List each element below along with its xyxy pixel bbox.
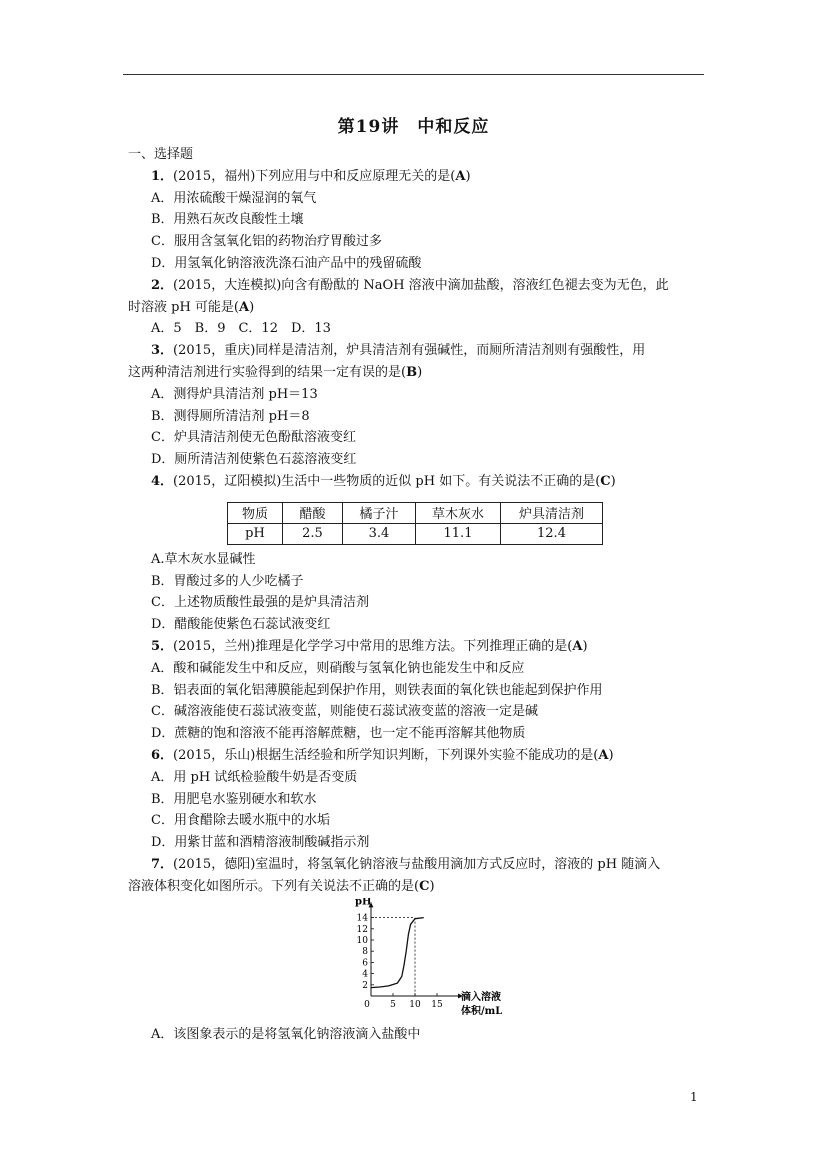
question-7: 7．(2015，德阳)室温时，将氢氧化钠溶液与盐酸用滴加方式反应时，溶液的 pH 随滴入 [151, 856, 661, 872]
answer: A [455, 168, 466, 184]
table-row [228, 523, 603, 544]
option: B．用肥皂水鉴别硬水和软水 [151, 791, 317, 807]
table-header-cell: 物质 [228, 502, 283, 523]
table-cell: 3.4 [343, 523, 416, 544]
x-axis-label-line2: 体积/mL [461, 1005, 503, 1017]
question-3: 3．(2015，重庆)同样是清洁剂，炉具清洁剂有强碱性，而厕所清洁剂则有强酸性，用 [151, 343, 646, 359]
option: B．铝表面的氧化铝薄膜能起到保护作用，则铁表面的氧化铁也能起到保护作用 [151, 682, 603, 698]
table-cell: pH [228, 523, 283, 544]
question-2: 2．(2015，大连模拟)向含有酚酞的 NaOH 溶液中滴加盐酸，溶液红色褪去变为无色，此 [151, 277, 669, 293]
x-tick-label: 15 [431, 999, 443, 1010]
document-body [128, 144, 706, 1045]
answer: B [406, 364, 418, 380]
page-number: 1 [690, 1090, 698, 1104]
ph-chart [345, 898, 515, 1024]
x-tick-label: 5 [390, 999, 396, 1010]
ph-curve [371, 917, 424, 987]
option: D．用氢氧化钠溶液洗涤石油产品中的残留硫酸 [151, 255, 422, 271]
y-tick-label: 4 [362, 969, 368, 980]
page-title: 第19讲 中和反应 [337, 117, 490, 137]
option: D．蔗糖的饱和溶液不能再溶解蔗糖，也一定不能再溶解其他物质 [151, 726, 526, 742]
y-tick-label: 6 [362, 957, 368, 968]
answer: A [598, 747, 609, 763]
table-header-cell: 醋酸 [283, 502, 343, 523]
section-heading: 一、选择题 [128, 147, 194, 162]
option: A．用浓硫酸干燥湿润的氧气 [151, 190, 317, 206]
table-row [228, 502, 603, 523]
option: A．酸和碱能发生中和反应，则硝酸与氢氧化钠也能发生中和反应 [151, 660, 525, 676]
option: A．该图象表示的是将氢氧化钠溶液滴入盐酸中 [151, 1026, 421, 1042]
option: B．胃酸过多的人少吃橘子 [151, 573, 304, 589]
table-cell: 2.5 [283, 523, 343, 544]
table-header-cell: 橘子汁 [343, 502, 416, 523]
table-cell: 11.1 [416, 523, 501, 544]
option: A．测得炉具清洁剂 pH＝13 [151, 386, 318, 402]
answer: C [600, 473, 611, 489]
option: C．碱溶液能使石蕊试液变蓝，则能使石蕊试液变蓝的溶液一定是碱 [151, 704, 538, 720]
ph-chart-wrap [345, 898, 706, 1024]
question-4: 4．(2015，辽阳模拟)生活中一些物质的近似 pH 如下。有关说法不正确的是(C) [151, 473, 616, 489]
y-tick-label: 2 [362, 980, 368, 991]
answer: C [419, 878, 430, 894]
y-axis-label: pH [355, 897, 372, 907]
question-6: 6．(2015，乐山)根据生活经验和所学知识判断，下列课外实验不能成功的是(A) [151, 747, 614, 763]
option: B．用熟石灰改良酸性土壤 [151, 212, 304, 228]
question-3-cont: 这两种清洁剂进行实验得到的结果一定有误的是(B) [128, 364, 423, 380]
option: D．厕所清洁剂使紫色石蕊溶液变红 [151, 452, 357, 468]
ph-table-wrap [227, 493, 706, 549]
x-tick-label: 10 [409, 999, 421, 1010]
y-tick-label: 14 [356, 913, 368, 924]
x-axis-label-line1: 滴入溶液 [461, 991, 501, 1003]
answer: A [239, 299, 250, 315]
option: A．5 B．9 C．12 D．13 [151, 321, 331, 337]
table-header-cell: 炉具清洁剂 [501, 502, 603, 523]
y-tick-label: 12 [356, 924, 368, 935]
answer: A [572, 638, 583, 654]
option: C．服用含氢氧化铝的药物治疗胃酸过多 [151, 234, 382, 250]
ph-table [227, 502, 603, 545]
y-tick-label: 10 [356, 935, 368, 946]
y-tick-label: 8 [362, 946, 368, 957]
option: C．炉具清洁剂使无色酚酞溶液变红 [151, 430, 356, 446]
option: B．测得厕所清洁剂 pH＝8 [151, 408, 310, 424]
option: C．上述物质酸性最强的是炉具清洁剂 [151, 595, 369, 611]
option: D．醋酸能使紫色石蕊试液变红 [151, 617, 331, 633]
question-1: 1．(2015，福州)下列应用与中和反应原理无关的是(A) [151, 168, 471, 184]
header-rule [123, 74, 704, 75]
table-cell: 12.4 [501, 523, 603, 544]
option: C．用食醋除去暖水瓶中的水垢 [151, 813, 330, 829]
x-tick-label: 0 [364, 999, 370, 1010]
option: D．用紫甘蓝和酒精溶液制酸碱指示剂 [151, 835, 370, 851]
question-5: 5．(2015，兰州)推理是化学学习中常用的思维方法。下列推理正确的是(A) [151, 638, 588, 654]
option: A.草木灰水显碱性 [151, 551, 256, 567]
question-7-cont: 溶液体积变化如图所示。下列有关说法不正确的是(C) [128, 878, 435, 894]
option: A．用 pH 试纸检验酸牛奶是否变质 [151, 769, 358, 785]
table-header-cell: 草木灰水 [416, 502, 501, 523]
question-2-cont: 时溶液 pH 可能是(A) [128, 299, 255, 315]
